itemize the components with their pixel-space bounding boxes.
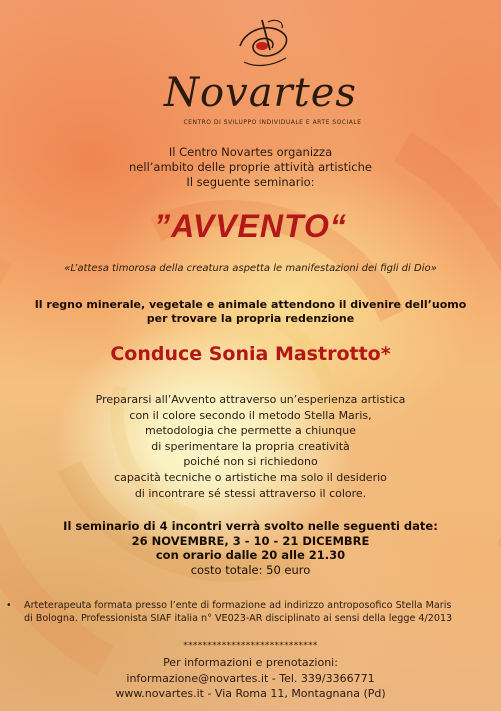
description-line: con il colore secondo il metodo Stella Maris, bbox=[129, 408, 372, 422]
quote-text: «L’attesa timorosa della creatura aspetta le manifestazioni dei figli di Dio» bbox=[64, 263, 437, 274]
footnote-line: di Bologna. Professionista SIAF italia n° VE023-AR disciplinato ai sensi della legge 4/2013 bbox=[24, 613, 453, 624]
statement-line: per trovare la propria redenzione bbox=[146, 312, 355, 325]
intro-text bbox=[0, 145, 501, 190]
schedule-dates: 26 NOVEMBRE, 3 - 10 - 21 DICEMBRE bbox=[131, 533, 370, 548]
description-line: metodologia che permette a chiunque bbox=[144, 424, 356, 438]
description-line: Prepararsi all’Avvento attraverso un’esperienza artistica bbox=[95, 393, 406, 406]
description-line: capacità tecniche o artistiche ma solo il desiderio bbox=[114, 470, 387, 484]
leader-heading: Conduce Sonia Mastrotto* bbox=[110, 343, 391, 365]
description-line: di incontrare sé stessi attraverso il colore. bbox=[134, 486, 367, 500]
novartes-logo-icon bbox=[232, 16, 296, 72]
footnote-line: Arteterapeuta formata presso l’ente di formazione ad indirizzo antroposofico Stella Maris bbox=[24, 600, 452, 611]
contact-email-phone: informazione@novartes.it - Tel. 339/3366771 bbox=[126, 671, 375, 685]
intro-line: Il Centro Novartes organizza bbox=[168, 145, 333, 159]
description-text bbox=[0, 392, 501, 501]
schedule-intro: Il seminario di 4 incontri verrà svolto nelle seguenti date: bbox=[63, 519, 438, 533]
separator-stars: **************************** bbox=[183, 641, 318, 651]
credentials-footnote bbox=[6, 599, 496, 625]
seminar-title: ”AVVENTO“ bbox=[154, 208, 347, 244]
schedule-cost: costo totale: 50 euro bbox=[190, 562, 311, 577]
brand-subtitle: CENTRO DI SVILUPPO INDIVIDUALE E ARTE SOCIALE bbox=[183, 119, 362, 126]
schedule-block bbox=[0, 519, 501, 577]
intro-line: Il seguente seminario: bbox=[186, 175, 315, 189]
schedule-time: con orario dalle 20 alle 21.30 bbox=[155, 548, 346, 562]
intro-line: nell’ambito delle proprie attività artistiche bbox=[129, 160, 372, 174]
description-line: di sperimentare la propria creatività bbox=[151, 439, 350, 453]
contact-heading: Per informazioni e prenotazioni: bbox=[163, 656, 338, 669]
contact-web-address: www.novartes.it - Via Roma 11, Montagnana (Pd) bbox=[115, 687, 386, 700]
bullet-icon: • bbox=[6, 600, 12, 611]
statement-text bbox=[0, 298, 501, 326]
description-line: poiché non si richiedono bbox=[183, 455, 318, 469]
contact-block bbox=[0, 655, 501, 702]
brand-name: Novartes bbox=[164, 70, 357, 116]
statement-line: Il regno minerale, vegetale e animale attendono il divenire dell’uomo bbox=[34, 298, 467, 311]
